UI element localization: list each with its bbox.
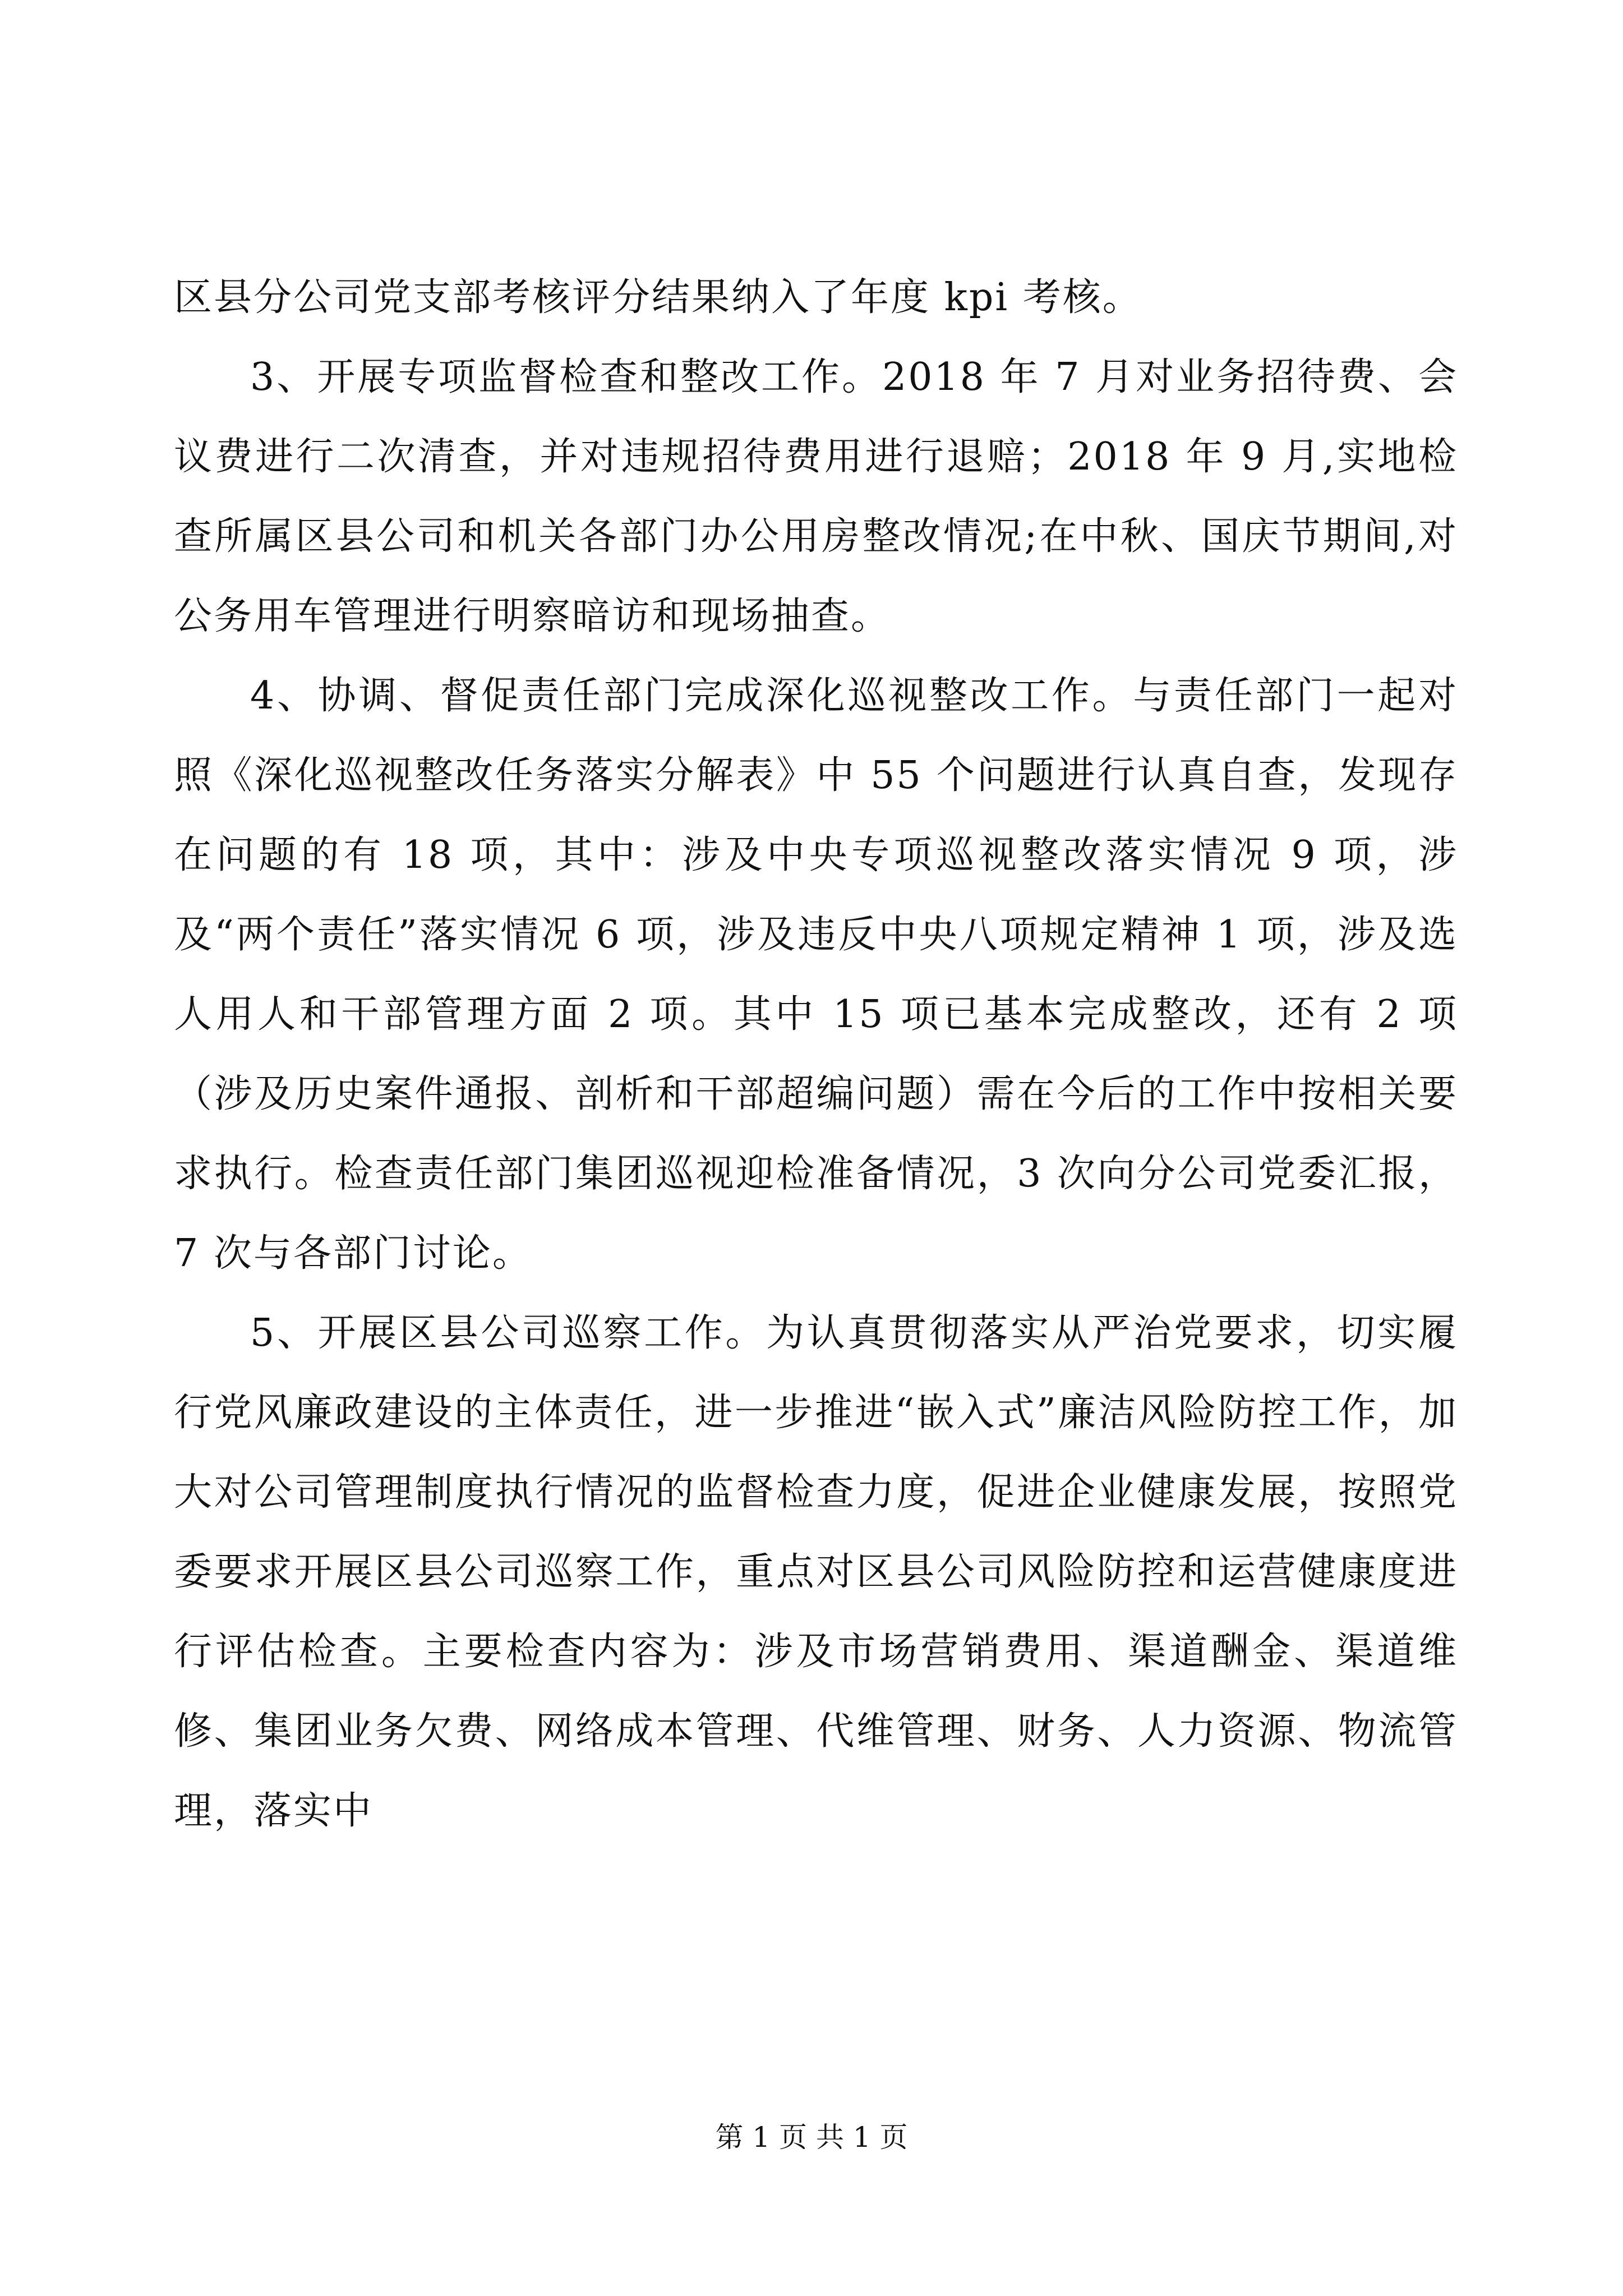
page-number-label: 第 1 页 共 1 页 [715, 2121, 908, 2154]
page-footer [0, 2120, 1623, 2154]
paragraph-continuation: 区县分公司党支部考核评分结果纳入了年度 kpi 考核。 [174, 275, 1142, 320]
paragraph-item-3: 3、开展专项监督检查和整改工作。2018 年 7 月对业务招待费、会议费进行二次清查，并对违规招待费用进行退赔；2018 年 9 月,实地检查所属区县公司和机关各部门办公用房整改情况;在中秋、国庆节期间,对公务用车管理进行明察暗访和现场抽查。 [174, 355, 1458, 638]
paragraph-item-5: 5、开展区县公司巡察工作。为认真贯彻落实从严治党要求，切实履行党风廉政建设的主体责任，进一步推进“嵌入式”廉洁风险防控工作，加大对公司管理制度执行情况的监督检查力度，促进企业健康发展，按照党委要求开展区县公司巡察工作，重点对区县公司风险防控和运营健康度进行评估检查。主要检查内容为：涉及市场营销费用、渠道酬金、渠道维修、集团业务欠费、网络成本管理、代维管理、财务、人力资源、物流管理，落实中 [174, 1311, 1458, 1833]
document-body [174, 258, 1458, 1851]
paragraph-item-4: 4、协调、督促责任部门完成深化巡视整改工作。与责任部门一起对照《深化巡视整改任务落实分解表》中 55 个问题进行认真自查，发现存在问题的有 18 项，其中：涉及中央专项巡视整改落实情况 9 项，涉及“两个责任”落实情况 6 项，涉及违反中央八项规定精神 1 项，涉及选人用人和干部管理方面 2 项。其中 15 项已基本完成整改，还有 2 项（涉及历史案件通报、剖析和干部超编问题）需在今后的工作中按相关要求执行。检查责任部门集团巡视迎检准备情况，3 次向分公司党委汇报，7 次与各部门讨论。 [174, 674, 1458, 1276]
